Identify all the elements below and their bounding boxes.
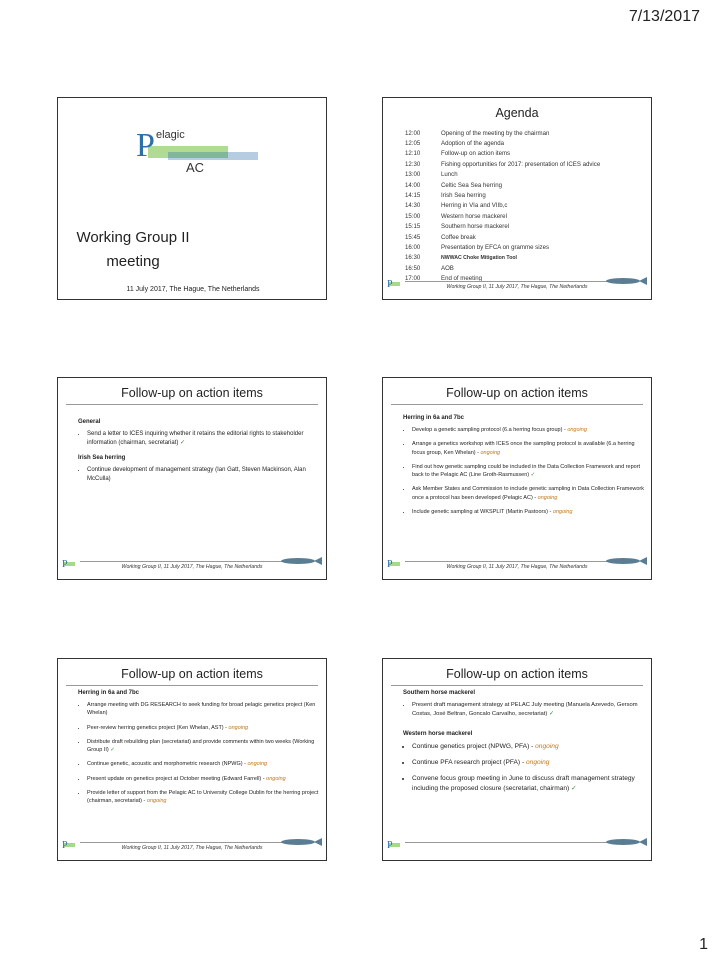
slide-footer	[383, 840, 651, 858]
agenda-text: NWWAC Choke Mitigation Tool	[441, 254, 517, 261]
list-item: • Include genetic sampling at WKSPLIT (Martin Pastoors) - ongoing	[412, 508, 645, 516]
slide-title	[57, 97, 327, 300]
agenda-text: Celtic Sea Sea herring	[441, 181, 502, 189]
agenda-item	[405, 128, 600, 138]
logo-bottom-text: AC	[186, 160, 205, 175]
agenda-text: Irish Sea herring	[441, 192, 486, 200]
slide-title-text: Follow-up on action items	[446, 386, 588, 400]
check-icon: ✓	[548, 710, 554, 717]
agenda-text: Adoption of the agenda	[441, 140, 505, 148]
agenda-time: 12:05	[405, 140, 421, 148]
agenda-time: 15:00	[405, 212, 421, 220]
agenda-time: 15:45	[405, 233, 421, 241]
section-heading: Southern horse mackerel	[403, 690, 476, 696]
list-item: • Ask Member States and Commission to include genetic sampling in Data Collection Framework once a protocol has been developed (Pelagic AC) - ongoing	[412, 485, 645, 502]
agenda-item	[405, 201, 600, 211]
svg-text:P: P	[387, 840, 393, 851]
list-item: • Present draft management strategy at PELAC July meeting (Manuela Azevedo, Gersom Costas, José Beltran, Goncalo Carvalho, secretariat) ✓	[412, 701, 645, 718]
list-item: • Convene focus group meeting in June to discuss draft management strategy including the proposed closure (secretariat, chairman) ✓	[412, 774, 645, 794]
fish-icon	[278, 837, 322, 847]
pelagic-ac-logo	[128, 116, 268, 180]
agenda-item	[405, 170, 600, 180]
agenda-text: Lunch	[441, 171, 458, 179]
list-item: • Develop a genetic sampling protocol (6.a herring focus group) - ongoing	[412, 426, 645, 434]
slide-body	[403, 414, 645, 522]
check-icon: ✓	[571, 785, 577, 793]
slide-title-text: Follow-up on action items	[121, 386, 263, 400]
list-item: • Continue genetics project (NPWG, PFA) - ongoing	[412, 742, 645, 752]
section-heading: General	[78, 419, 101, 425]
list-item: • Arrange a genetics workshop with ICES once the sampling protocol is available (6.a herring focus group, Ken Whelan) - ongoing	[412, 440, 645, 457]
agenda-time: 16:30	[405, 254, 421, 262]
agenda-time: 16:50	[405, 264, 421, 272]
list-item: • Send a letter to ICES inquiring whether it retains the editorial rights to stakeholder information (chairman, secretariat) ✓	[87, 430, 320, 448]
logo-letter: P	[136, 127, 155, 164]
slide-footer	[58, 840, 326, 858]
meeting-title	[58, 226, 208, 274]
agenda-item	[405, 211, 600, 221]
list-item: • Provide letter of support from the Pelagic AC to University College Dublin for the herring project (chairman, secretariat) - ongoing	[87, 789, 320, 806]
agenda-item	[405, 180, 600, 190]
agenda-text: Western horse mackerel	[441, 212, 507, 220]
list-item: • Peer-review herring genetics project (Ken Whelan, AST) - ongoing	[87, 724, 320, 732]
list-item: • Distribute draft rebuilding plan (secretariat) and provide comments within two weeks (Working Group II) ✓	[87, 738, 320, 755]
agenda-time: 15:15	[405, 223, 421, 231]
section-heading: Herring in 6a and 7bc	[78, 690, 140, 696]
agenda-time: 12:30	[405, 160, 421, 168]
slide-body	[78, 689, 320, 811]
meeting-subtitle: 11 July 2017, The Hague, The Netherlands	[126, 286, 260, 293]
agenda-time: 12:10	[405, 150, 421, 158]
section-heading: Western horse mackerel	[403, 731, 473, 738]
list-item: • Find out how genetic sampling could be included in the Data Collection Framework and report back to the Pelagic AC (Line Groth-Rasmussen) ✓	[412, 463, 645, 480]
svg-text:P: P	[387, 279, 393, 290]
agenda-time: 14:30	[405, 202, 421, 210]
agenda-item	[405, 242, 600, 252]
slide-body	[78, 418, 320, 490]
agenda-item	[405, 253, 600, 263]
slide-followup-4	[382, 658, 652, 861]
agenda-item	[405, 159, 600, 169]
footer-text: Working Group II, 11 July 2017, The Hague, The Netherlands	[121, 564, 263, 570]
check-icon: ✓	[530, 472, 536, 478]
agenda-item	[405, 222, 600, 232]
footer-text: Working Group II, 11 July 2017, The Hague, The Netherlands	[446, 564, 588, 570]
list-item: • Present update on genetics project at October meeting (Edward Farrell) - ongoing	[87, 775, 320, 783]
fish-icon	[603, 837, 647, 847]
footer-text: Working Group II, 11 July 2017, The Hague, The Netherlands	[446, 284, 588, 290]
agenda-item	[405, 149, 600, 159]
list-item: • Continue PFA research project (PFA) - ongoing	[412, 758, 645, 768]
agenda-text: Follow-up on action items	[441, 150, 511, 158]
agenda-time: 13:00	[405, 171, 421, 179]
slide-title-text: Follow-up on action items	[121, 667, 263, 681]
check-icon: ✓	[180, 440, 186, 446]
agenda-text: Coffee break	[441, 233, 476, 241]
slide-footer	[58, 559, 326, 577]
agenda-text: Presentation by EFCA on gramme sizes	[441, 243, 550, 251]
logo-top-text: elagic	[156, 129, 185, 141]
agenda-time: 14:15	[405, 192, 421, 200]
agenda-item	[405, 190, 600, 200]
check-icon: ✓	[110, 747, 115, 753]
slide-title-text: Follow-up on action items	[446, 667, 588, 681]
list-item: • Arrange meeting with DG RESEARCH to seek funding for broad pelagic genetics project (Ken Whelan)	[87, 701, 320, 718]
meeting-title-line2: meeting	[106, 253, 160, 270]
fish-icon	[603, 556, 647, 566]
print-date: 7/13/2017	[628, 8, 700, 25]
fish-icon	[278, 556, 322, 566]
meeting-title-line1: Working Group II	[76, 229, 190, 246]
agenda-text: AOB	[441, 264, 454, 272]
section-heading: Irish Sea herring	[78, 455, 126, 461]
footer-logo-icon	[387, 838, 401, 852]
list-item: • Continue development of management strategy (Ian Gatt, Steven Mackinson, Alan McCulla)	[87, 466, 320, 484]
agenda-list	[405, 128, 600, 284]
slide-followup-2	[382, 377, 652, 580]
slide-followup-1	[57, 377, 327, 580]
agenda-time: 14:00	[405, 181, 421, 189]
agenda-item	[405, 138, 600, 148]
page-number: 1	[699, 936, 708, 953]
agenda-time: 12:00	[405, 129, 421, 137]
slide-followup-3	[57, 658, 327, 861]
agenda-text: Herring in VIa and VIIb,c	[441, 202, 508, 210]
slide-footer	[383, 559, 651, 577]
agenda-text: Southern horse mackerel	[441, 223, 510, 231]
slide-footer	[383, 279, 651, 297]
list-item: • Continue genetic, acoustic and morphometric research (NPWG) - ongoing	[87, 760, 320, 768]
svg-text:P: P	[62, 559, 68, 570]
agenda-text: End of meeting	[441, 275, 482, 283]
agenda-item	[405, 232, 600, 242]
agenda-item	[405, 263, 600, 273]
slide-title-text: Agenda	[495, 106, 539, 120]
agenda-time: 17:00	[405, 275, 421, 283]
agenda-text: Opening of the meeting by the chairman	[441, 129, 550, 137]
footer-text: Working Group II, 11 July 2017, The Hague, The Netherlands	[121, 845, 263, 851]
svg-text:P: P	[387, 559, 393, 570]
section-heading: Herring in 6a and 7bc	[403, 415, 465, 421]
fish-icon	[603, 276, 647, 286]
slide-body	[403, 689, 645, 800]
svg-text:P: P	[62, 840, 68, 851]
agenda-time: 16:00	[405, 243, 421, 251]
agenda-text: Fishing opportunities for 2017: presentation of ICES advice	[441, 160, 601, 168]
slide-agenda	[382, 97, 652, 300]
